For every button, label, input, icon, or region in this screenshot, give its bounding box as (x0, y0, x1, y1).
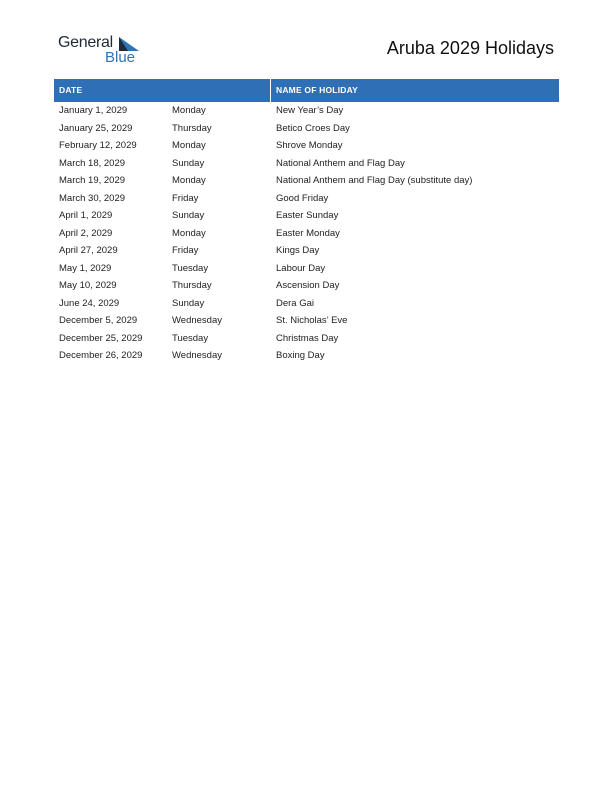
holiday-date: June 24, 2029 (59, 297, 120, 309)
holiday-weekday: Sunday (172, 157, 205, 169)
holiday-weekday: Monday (172, 140, 206, 151)
holiday-date: December 25, 2029 (59, 332, 143, 344)
holiday-name: National Anthem and Flag Day (substitute day) (276, 175, 473, 186)
holiday-weekday: Sunday (172, 297, 205, 309)
holiday-name: New Year’s Day (276, 105, 344, 116)
logo-word-general: General (58, 34, 113, 51)
holiday-name: Betico Croes Day (276, 122, 350, 134)
holiday-weekday: Friday (172, 245, 199, 256)
table-row (54, 295, 559, 313)
holiday-name: Easter Monday (276, 227, 340, 239)
table-row (54, 207, 559, 225)
holiday-date: January 1, 2029 (59, 105, 128, 116)
holiday-weekday: Monday (172, 175, 206, 186)
holiday-weekday: Monday (172, 105, 206, 116)
header-divider (270, 79, 271, 102)
table-row (54, 155, 559, 173)
holiday-weekday: Tuesday (172, 262, 209, 274)
holiday-name: Shrove Monday (276, 140, 343, 151)
holiday-weekday: Wednesday (172, 315, 222, 326)
holiday-date: May 1, 2029 (59, 262, 112, 274)
holiday-name: Dera Gai (276, 297, 315, 309)
holiday-weekday: Tuesday (172, 332, 209, 344)
header-date: DATE (59, 85, 83, 95)
holiday-date: December 5, 2029 (59, 315, 138, 326)
holiday-name: Labour Day (276, 262, 326, 274)
holiday-name: St. Nicholas’ Eve (276, 315, 348, 326)
holiday-date: December 26, 2029 (59, 350, 143, 361)
table-row (54, 172, 559, 190)
page-title: Aruba 2029 Holidays (386, 38, 554, 58)
holiday-name: Easter Sunday (276, 210, 339, 221)
holiday-date: March 18, 2029 (59, 157, 126, 169)
holiday-date: April 27, 2029 (59, 245, 118, 256)
holiday-name: Boxing Day (276, 350, 325, 361)
holiday-name: Christmas Day (276, 332, 339, 344)
holiday-name: National Anthem and Flag Day (276, 157, 405, 169)
holiday-table-body (54, 102, 559, 365)
table-row (54, 225, 559, 243)
table-row (54, 312, 559, 330)
logo-word-blue: Blue (105, 49, 136, 66)
holiday-date: May 10, 2029 (59, 280, 117, 291)
holiday-name: Kings Day (276, 245, 320, 256)
header-holiday-name: NAME OF HOLIDAY (276, 85, 359, 95)
table-row (54, 120, 559, 138)
holiday-weekday: Thursday (172, 280, 212, 291)
holiday-date: April 2, 2029 (59, 227, 113, 239)
table-row (54, 330, 559, 348)
generalblue-logo (58, 34, 148, 70)
holiday-name: Ascension Day (276, 280, 340, 291)
holiday-weekday: Wednesday (172, 350, 222, 361)
holiday-weekday: Sunday (172, 210, 205, 221)
table-row (54, 277, 559, 295)
table-row (54, 190, 559, 208)
table-row (54, 102, 559, 120)
holiday-weekday: Thursday (172, 122, 212, 134)
holiday-weekday: Friday (172, 192, 199, 204)
table-row (54, 242, 559, 260)
holiday-name: Good Friday (276, 192, 329, 204)
holiday-weekday: Monday (172, 227, 206, 239)
table-row (54, 347, 559, 365)
holiday-date: March 30, 2029 (59, 192, 126, 204)
holiday-date: April 1, 2029 (59, 210, 113, 221)
table-row (54, 260, 559, 278)
table-header (54, 79, 559, 102)
table-row (54, 137, 559, 155)
holiday-date: February 12, 2029 (59, 140, 137, 151)
holiday-date: January 25, 2029 (59, 122, 133, 134)
holiday-date: March 19, 2029 (59, 175, 126, 186)
